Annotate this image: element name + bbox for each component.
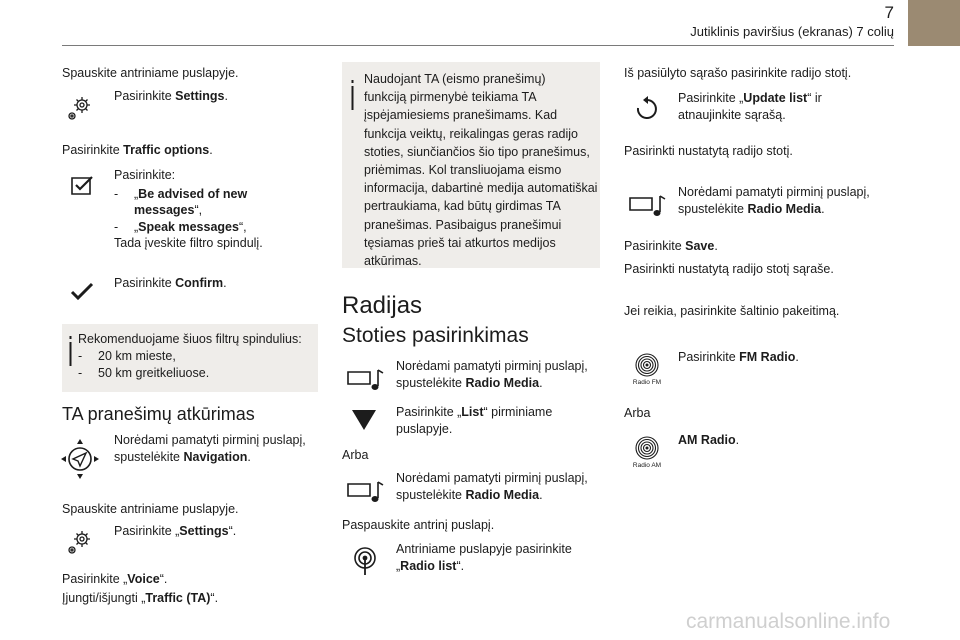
note-line-2: 50 km greitkeliuose.	[98, 366, 210, 380]
radio-media2-line-1: Norėdami pamatyti pirminį puslapį,	[396, 471, 588, 485]
radio-heading: Radijas	[342, 292, 423, 319]
note-line-1: 20 km mieste,	[98, 349, 176, 363]
ta-heading: TA pranešimų atkūrimas	[62, 404, 255, 424]
settings-icon-2	[64, 526, 96, 558]
ta-note-line: Naudojant TA (eismo pranešimų)	[364, 72, 546, 86]
list-line-2: puslapyje.	[396, 422, 453, 436]
radio-list-icon	[352, 546, 378, 576]
radio-media2-line-2: spustelėkite Radio Media.	[396, 488, 543, 502]
radio-fm-icon	[634, 352, 660, 378]
filter-note	[62, 324, 318, 392]
option-dash-2: -	[114, 220, 119, 234]
info-icon-2	[348, 80, 358, 110]
save-text: Pasirinkite Save.	[624, 239, 718, 253]
note-dash-2: -	[78, 366, 83, 380]
radio-media3-line-1: Norėdami pamatyti pirminį puslapį,	[678, 185, 870, 199]
radio-fm-icon-label: Radio FM	[632, 379, 662, 386]
traffic-options-text: Pasirinkite Traffic options.	[62, 143, 213, 157]
ta-note-line: pertraukiama, kad būtų girdimas TA	[364, 199, 561, 214]
station-heading: Stoties pasirinkimas	[342, 324, 529, 347]
radius-text: Tada įveskite filtro spindulį.	[114, 236, 263, 250]
navigation-icon	[60, 438, 100, 480]
page-number: 7	[884, 3, 894, 22]
settings-icon	[64, 92, 96, 124]
confirm-text: Pasirinkite Confirm.	[114, 276, 227, 290]
arba-1: Arba	[342, 448, 369, 462]
arba-2: Arba	[624, 406, 651, 420]
radio-media-line-1: Norėdami pamatyti pirminį puslapį,	[396, 359, 588, 373]
ta-toggle-text: Įjungti/išjungti „Traffic (TA)“.	[62, 591, 219, 605]
checkmark-icon	[66, 275, 98, 307]
watermark: carmanualsonline.info	[686, 610, 891, 633]
settings2-text: Pasirinkite „Settings“.	[114, 524, 237, 538]
radio-media-icon-2	[346, 478, 386, 506]
source-text: Jei reikia, pasirinkite šaltinio pakeitimą.	[624, 304, 840, 318]
update-line-1: Pasirinkite „Update list“ ir	[678, 91, 822, 105]
list-line-1: Pasirinkite „List“ pirminiame	[396, 405, 553, 419]
checklist-icon	[66, 170, 98, 202]
update-line-2: atnaujinkite sąrašą.	[678, 108, 786, 122]
ta-note-line: priėmimas. Kol transliuojama eismo	[364, 163, 562, 178]
triangle-down-icon	[351, 408, 377, 432]
preset-list-text: Pasirinkti nustatytą radijo stotį sąraše.	[624, 262, 834, 276]
option-advised-cont: messages“,	[134, 203, 203, 217]
ta-note-line: atkūrimas.	[364, 254, 422, 269]
page-header: Jutiklinis paviršius (ekranas) 7 colių	[690, 24, 894, 39]
chapter-tab	[908, 0, 960, 46]
ta-note-line: stoties, siunčiančios šio tipo pranešimus,	[364, 144, 590, 159]
select-label: Pasirinkite:	[114, 168, 176, 182]
note-dash-1: -	[78, 349, 83, 363]
ta-note-line: informacija, dabartinė medija automatiškai	[364, 181, 598, 196]
secondary-text: Paspauskite antrinį puslapį.	[342, 518, 495, 532]
ta-note-line: funkcija veiktų, reikalingas geras radijo	[364, 126, 578, 141]
option-advised: „Be advised of new	[134, 187, 248, 201]
option-speak: „Speak messages“,	[134, 220, 247, 234]
am-text: AM Radio.	[678, 433, 740, 447]
nav-line-1: Norėdami pamatyti pirminį puslapį,	[114, 433, 306, 447]
nav-line-2: spustelėkite Navigation.	[114, 450, 251, 464]
ta-note-line: funkciją pirmenybė teikiama TA	[364, 90, 537, 105]
radio-am-icon	[634, 435, 660, 461]
radio-media3-line-2: spustelėkite Radio Media.	[678, 202, 825, 216]
fm-text: Pasirinkite FM Radio.	[678, 350, 799, 364]
radio-list-line-1: Antriniame puslapyje pasirinkite	[396, 542, 572, 556]
radio-media-icon-3	[628, 192, 668, 220]
ta-note-line: pranešimas. Pasibaigus pranešimui	[364, 217, 562, 232]
header-rule	[62, 45, 894, 46]
settings1-text: Pasirinkite Settings.	[114, 89, 228, 103]
info-icon	[66, 336, 76, 366]
radio-media-icon	[346, 366, 386, 394]
voice-text: Pasirinkite „Voice“.	[62, 572, 168, 586]
radio-list-line-2: „Radio list“.	[396, 559, 465, 573]
note-title: Rekomenduojame šiuos filtrų spindulius:	[78, 332, 302, 346]
ta-note-line: tęsiamas prieš tai atkurtos medijos	[364, 235, 556, 250]
col1-p2: Spauskite antriniame puslapyje.	[62, 502, 239, 516]
ta-note-line: įspėjamiesiems pranešimams. Kad	[364, 108, 558, 123]
option-dash-1: -	[114, 187, 119, 201]
radio-media-line-2: spustelėkite Radio Media.	[396, 376, 543, 390]
col3-p1: Iš pasiūlyto sąrašo pasirinkite radijo stotį.	[624, 66, 852, 80]
col1-p1: Spauskite antriniame puslapyje.	[62, 66, 239, 80]
preset-text: Pasirinkti nustatytą radijo stotį.	[624, 144, 793, 158]
radio-am-icon-label: Radio AM	[632, 462, 662, 469]
ta-note	[342, 62, 600, 268]
refresh-icon	[632, 96, 660, 126]
ta-note-text	[364, 70, 597, 270]
